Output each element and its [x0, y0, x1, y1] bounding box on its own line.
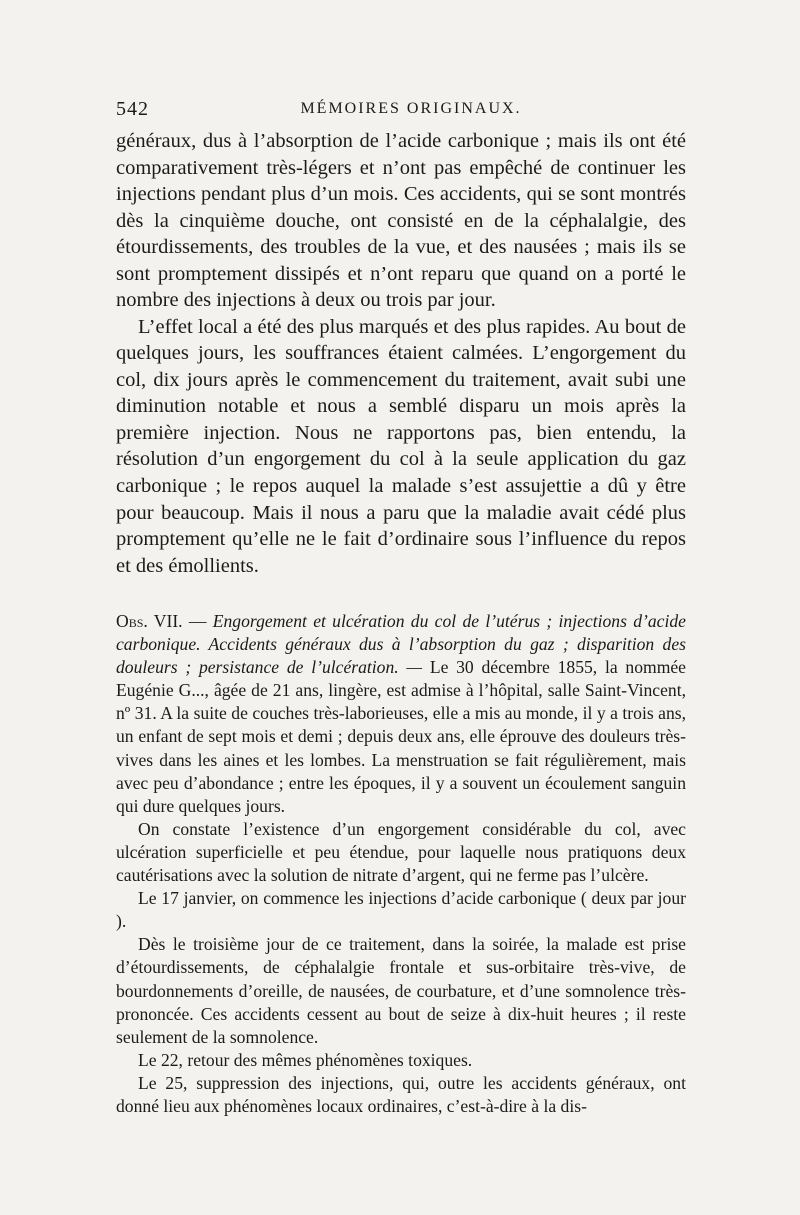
- running-title: MÉMOIRES ORIGINAUX.: [300, 100, 522, 117]
- observation-text: Le 30 décembre 1855, la nommée Eugénie G..., âgée de 21 ans, lingère, est admise à l’hôpital, salle Saint-Vincent, nº 31. A la suite de couches très-laborieuses, elle a mis au monde, il y a trois ans, un enfant de sept mois et demi ; depuis deux ans, elle éprouve des douleurs très-vives dans les aines et les lombes. La menstruation se fait régulièrement, mais avec peu d’abondance ; entre les époques, il y a souvent un écoulement sanguin qui dure quelques jours.: [116, 657, 686, 816]
- observation-paragraph: [116, 610, 686, 818]
- paragraph-2: L’effet local a été des plus marqués et des plus rapides. Au bout de quelques jours, les souffrances étaient calmées. L’engorgement du col, dix jours après le commencement du traitement, avait subi une diminution notable et nous a semblé disparu un mois après la première injection. Nous ne rapportons pas, bien entendu, la résolution d’un engorgement du col à la seule application du gaz carbonique ; le repos auquel la malade s’est assujettie a dû y être pour beaucoup. Mais il nous a paru que la maladie avait cédé plus promptement qu’elle ne le fait d’ordinaire sous l’influence du repos et des émollients.: [116, 315, 686, 577]
- observation-title: Engorgement et ulcération du col de l’utérus ; injections d’acide carbonique. Accidents généraux dus à l’absorption du gaz ; disparition des douleurs ; persistance de l’ulcération. —: [116, 611, 686, 678]
- paragraph-7: Le 22, retour des mêmes phénomènes toxiques.: [138, 1049, 473, 1070]
- main-text: [116, 128, 686, 579]
- observation-label: Obs. VII. —: [116, 611, 207, 631]
- page-number: 542: [116, 98, 149, 120]
- paragraph-4: On constate l’existence d’un engorgement considérable du col, avec ulcération superficielle et peu étendue, pour laquelle nous pratiquons deux cautérisations avec la solution de nitrate d’argent, qui ne ferme pas l’ulcère.: [116, 818, 686, 886]
- paragraph-5: Le 17 janvier, on commence les injections d’acide carbonique ( deux par jour ).: [116, 888, 686, 932]
- observation-7: [116, 610, 686, 1118]
- paragraph-1: généraux, dus à l’absorption de l’acide carbonique ; mais ils ont été comparativement très-légers et n’ont pas empêché de continuer les injections pendant plus d’un mois. Ces accidents, qui se sont montrés dès la cinquième douche, ont consisté en de la céphalalgie, des étourdissements, des troubles de la vue, et des nausées ; mais ils se sont promptement dissipés et n’ont reparu que quand on a porté le nombre des injections à deux ou trois par jour.: [116, 130, 686, 311]
- page-header: [116, 98, 686, 122]
- paragraph-6: Dès le troisième jour de ce traitement, dans la soirée, la malade est prise d’étourdissements, de céphalalgie frontale et sus-orbitaire très-vive, de bourdonnements d’oreille, de nausées, de courbature, et d’une somnolence très-prononcée. Ces accidents cessent au bout de seize à dix-huit heures ; il reste seulement de la somnolence.: [116, 934, 686, 1047]
- paragraph-8: Le 25, suppression des injections, qui, outre les accidents généraux, ont donné lieu aux phénomènes locaux ordinaires, c’est-à-dire à la dis-: [116, 1072, 686, 1116]
